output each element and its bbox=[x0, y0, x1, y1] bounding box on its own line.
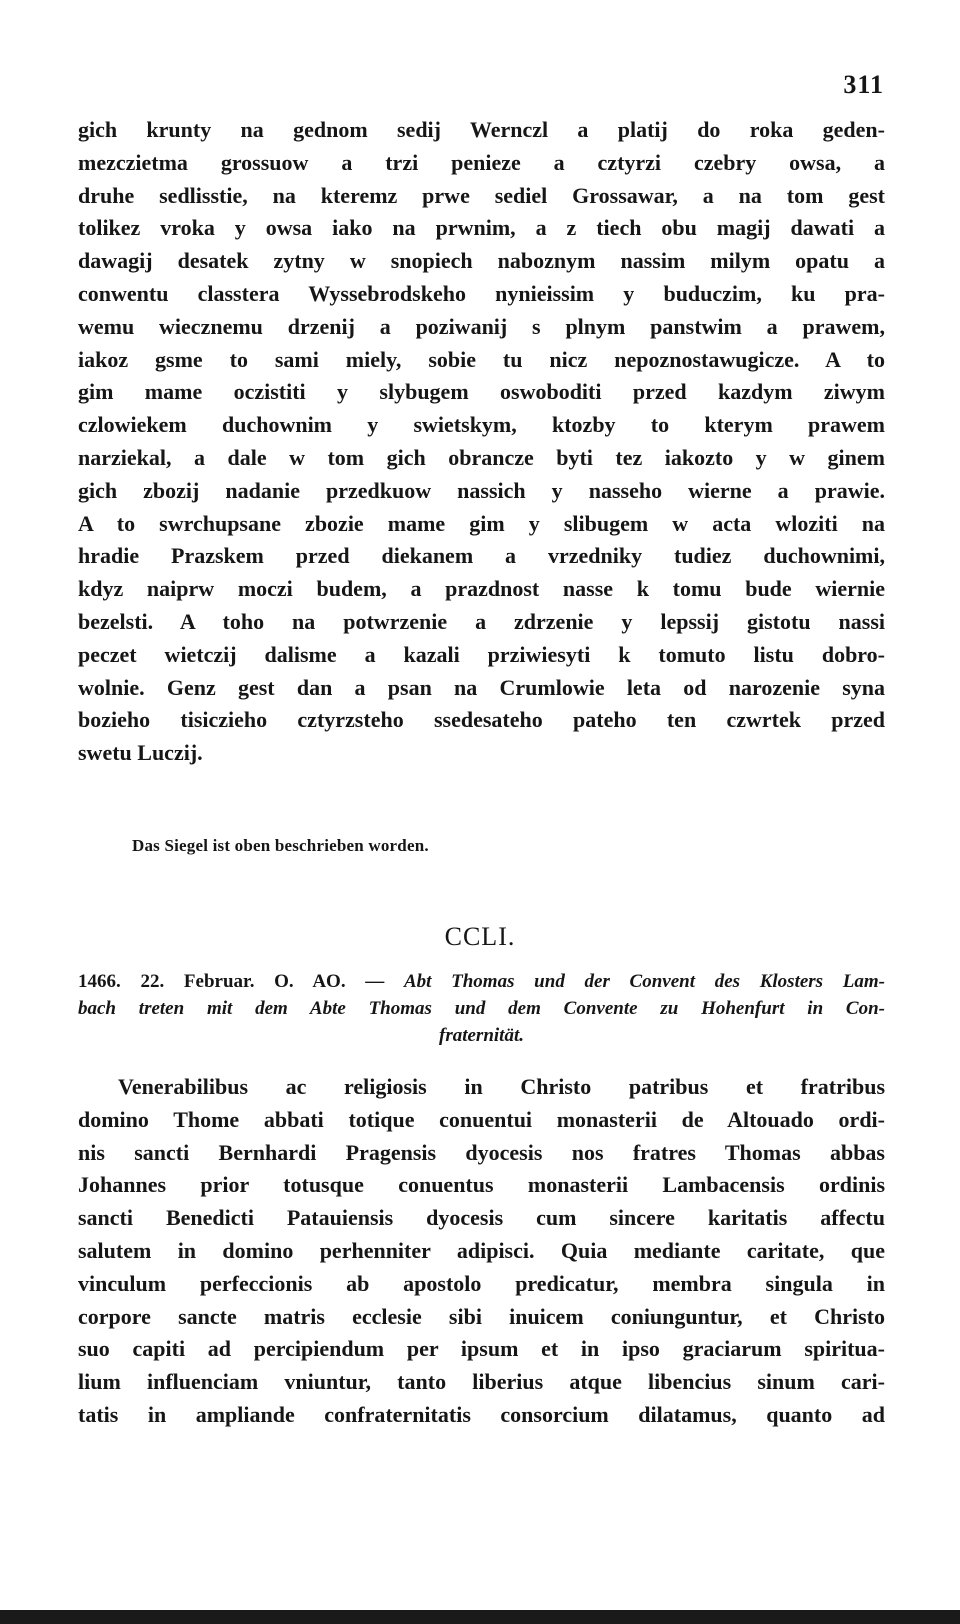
text-line: corpore sancte matris ecclesie sibi inuicem coniunguntur, et Christo bbox=[78, 1303, 885, 1329]
text-line: lium influenciam vniuntur, tanto liberius atque libencius sinum cari- bbox=[78, 1369, 885, 1395]
text-line: tolikez vroka y owsa iako na prwnim, a z tiech obu magij dawati a bbox=[78, 215, 885, 241]
text-line: vinculum perfeccionis ab apostolo predicatur, membra singula in bbox=[78, 1270, 885, 1296]
header-line bbox=[78, 968, 885, 995]
text-line: salutem in domino perhenniter adipisci. Quia mediante caritate, que bbox=[78, 1237, 885, 1263]
document-number: CCLI. bbox=[444, 922, 516, 951]
letter-text-latin bbox=[78, 1071, 885, 1432]
text-line: dawagij desatek zytny w snopiech naboznym nassim milym opatu a bbox=[78, 248, 885, 274]
text-line: Venerabilibus ac religiosis in Christo patribus et fratribus bbox=[118, 1074, 885, 1099]
text-line: A to swrchupsane zbozie mame gim y slibugem w acta wloziti na bbox=[78, 510, 885, 536]
text-line: swetu Luczij. bbox=[78, 740, 203, 766]
text-line: wemu wiecznemu drzenij a poziwanij s plnym panstwim a prawem, bbox=[78, 313, 885, 339]
text-line: hradie Prazskem przed diekanem a vrzedniky tudiez duchownimi, bbox=[78, 543, 885, 569]
text-line: suo capiti ad percipiendum per ipsum et in ipso graciarum spiritua- bbox=[78, 1336, 885, 1362]
text-line: druhe sedlisstie, na kteremz prwe sediel Grossawar, a na tom gest bbox=[78, 182, 885, 208]
header-line: fraternität. bbox=[439, 1025, 524, 1046]
header-date: 1466. 22. Februar. O. AO. — bbox=[78, 971, 385, 992]
seal-note: Das Siegel ist oben beschrieben worden. bbox=[132, 836, 429, 855]
text-line: wolnie. Genz gest dan a psan na Crumlowie leta od narozenie syna bbox=[78, 674, 885, 700]
document-header bbox=[78, 968, 885, 1049]
charter-text-czech bbox=[78, 114, 885, 770]
text-line: iakoz gsme to sami miely, sobie tu nicz nepoznostawugicze. A to bbox=[78, 346, 885, 372]
header-line: bach treten mit dem Abte Thomas und dem Convente zu Hohenfurt in Con- bbox=[78, 998, 885, 1019]
header-summary: Abt Thomas und der Convent des Klosters Lam- bbox=[403, 971, 885, 992]
page-number: 311 bbox=[843, 70, 884, 99]
text-line: narziekal, a dale w tom gich obrancze byti tez iakozto y w ginem bbox=[78, 444, 885, 470]
text-line: sancti Benedicti Patauiensis dyocesis cum sincere karitatis affectu bbox=[78, 1205, 885, 1231]
text-line: gich krunty na gednom sedij Wernczl a platij do roka geden- bbox=[78, 117, 885, 142]
text-line: nis sancti Bernhardi Pragensis dyocesis nos fratres Thomas abbas bbox=[78, 1139, 885, 1165]
page-bottom-edge bbox=[0, 1610, 960, 1624]
text-line: kdyz naiprw moczi budem, a prazdnost nasse k tomu bude wiernie bbox=[78, 576, 885, 602]
text-line: tatis in ampliande confraternitatis consorcium dilatamus, quanto ad bbox=[78, 1401, 885, 1427]
text-line: mezczietma grossuow a trzi penieze a cztyrzi czebry owsa, a bbox=[78, 149, 885, 175]
text-line: peczet wietczij dalisme a kazali prziwiesyti k tomuto listu dobro- bbox=[78, 641, 885, 667]
text-line: domino Thome abbati totique conuentui monasterii de Altouado ordi- bbox=[78, 1106, 885, 1132]
text-line: gich zbozij nadanie przedkuow nassich y nasseho wierne a prawie. bbox=[78, 477, 885, 503]
text-line: bezelsti. A toho na potwrzenie a zdrzenie y lepssij gistotu nassi bbox=[78, 608, 885, 634]
text-line: conwentu classtera Wyssebrodskeho nynieissim y buduczim, ku pra- bbox=[78, 280, 885, 306]
text-line: bozieho tisiczieho cztyrzsteho ssedesateho pateho ten czwrtek przed bbox=[78, 707, 885, 733]
text-line: gim mame oczistiti y slybugem oswoboditi przed kazdym ziwym bbox=[78, 379, 885, 405]
text-line: Johannes prior totusque conuentus monasterii Lambacensis ordinis bbox=[78, 1172, 885, 1198]
text-line: czlowiekem duchownim y swietskym, ktozby to kterym prawem bbox=[78, 412, 885, 438]
